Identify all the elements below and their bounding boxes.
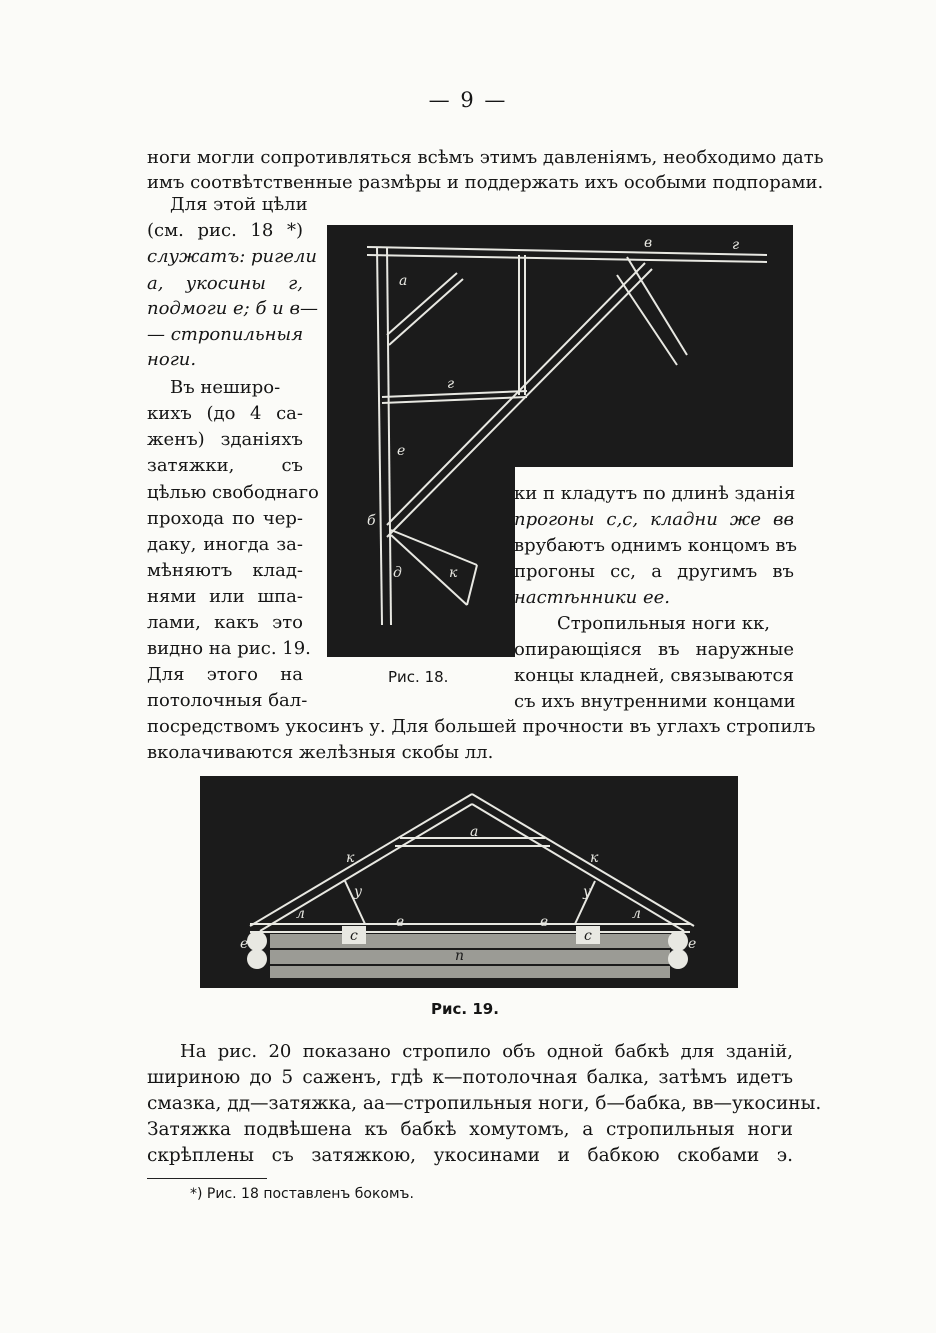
fig19-label: п (455, 948, 465, 964)
text-line: смазка, дд—затяжка, аа—стропильныя ноги, б—бабка, вв—укосины. (147, 1093, 822, 1114)
fig18-label: е (397, 443, 406, 459)
text-line: Для этой цѣли (170, 194, 308, 215)
text-line: прогоны с,с, кладни же вв (514, 509, 794, 530)
fig18-label: г (732, 237, 740, 253)
text-line: ноги. (147, 349, 197, 370)
text-line: шириною до 5 саженъ, гдѣ к—потолочная балка, затѣмъ идетъ (147, 1067, 793, 1088)
text-line: посредствомъ укосинъ у. Для большей прочности въ углахъ стропилъ (147, 716, 816, 737)
fig18-label: а (399, 273, 408, 289)
fig19-label: е (240, 936, 249, 952)
fig19-label: с (350, 928, 358, 944)
text-line: Стропильныя ноги кк, (557, 613, 770, 634)
footnote: *) Рис. 18 поставленъ бокомъ. (190, 1186, 414, 1202)
text-line: нями или шпа- (147, 586, 303, 607)
text-line: (см. рис. 18 *) (147, 220, 303, 241)
text-line: Въ неширо- (170, 377, 281, 398)
figure-19-caption: Рис. 19. (431, 1000, 499, 1018)
text-line: служатъ: ригели (147, 246, 317, 267)
fig19-label: в (396, 914, 405, 930)
text-line: кихъ (до 4 са- (147, 403, 303, 424)
text-line: Для этого на (147, 664, 303, 685)
text-line: прогоны сс, а другимъ въ (514, 561, 794, 582)
fig19-label: в (540, 914, 549, 930)
fig19-label: а (470, 824, 479, 840)
fig19-label: к (346, 850, 355, 866)
fig19-label: л (632, 906, 641, 922)
text-line: вколачиваются желѣзныя скобы лл. (147, 742, 494, 763)
figure-19-engraving (200, 776, 738, 988)
fig18-label: г (447, 376, 455, 392)
text-line: прохода по чер- (147, 508, 303, 529)
text-line: подмоги е; б и в— (147, 298, 318, 319)
text-line: потолочныя бал- (147, 690, 308, 711)
text-line: видно на рис. 19. (147, 638, 311, 659)
text-line: даку, иногда за- (147, 534, 303, 555)
fig18-label: б (367, 513, 376, 529)
text-line: а, укосины г, (147, 273, 303, 294)
page-number: — 9 — (428, 88, 508, 112)
text-line: имъ соотвѣтственные размѣры и поддержать ихъ особыми подпорами. (147, 172, 824, 193)
text-line: опирающіяся въ наружные (514, 639, 794, 660)
text-line: съ ихъ внутренними концами (514, 691, 796, 712)
text-line: концы кладней, связываются (514, 665, 794, 686)
fig19-label: е (688, 936, 697, 952)
fig19-label: с (584, 928, 592, 944)
fig18-label: д (393, 565, 402, 581)
fig18-label: к (449, 565, 458, 581)
text-line: Затяжка подвѣшена къ бабкѣ хомутомъ, а стропильныя ноги (147, 1119, 793, 1140)
text-line: затяжки, съ (147, 455, 303, 476)
fig19-label: к (590, 850, 599, 866)
text-line: На рис. 20 показано стропило объ одной бабкѣ для зданій, (180, 1041, 793, 1062)
figure-19-drawing (200, 776, 738, 988)
text-line: скрѣплены съ затяжкою, укосинами и бабкою скобами э. (147, 1145, 793, 1166)
text-line: мѣняютъ клад- (147, 560, 303, 581)
fig19-label: у (583, 884, 592, 900)
text-line: женъ) зданіяхъ (147, 429, 303, 450)
text-line: лами, какъ это (147, 612, 303, 633)
text-line: врубаютъ однимъ концомъ въ (514, 535, 797, 556)
text-line: — стропильныя (147, 324, 304, 345)
fig19-label: у (354, 884, 363, 900)
text-line: цѣлью свободнаго (147, 482, 319, 503)
text-line: настѣнники ее. (514, 587, 671, 608)
fig18-label: в (644, 235, 653, 251)
text-line: ноги могли сопротивляться всѣмъ этимъ давленіямъ, необходимо дать (147, 147, 824, 168)
footnote-rule (147, 1178, 267, 1179)
figure-18-caption: Рис. 18. (388, 668, 449, 686)
fig19-label: л (296, 906, 305, 922)
text-line: ки п кладутъ по длинѣ зданія (514, 483, 796, 504)
